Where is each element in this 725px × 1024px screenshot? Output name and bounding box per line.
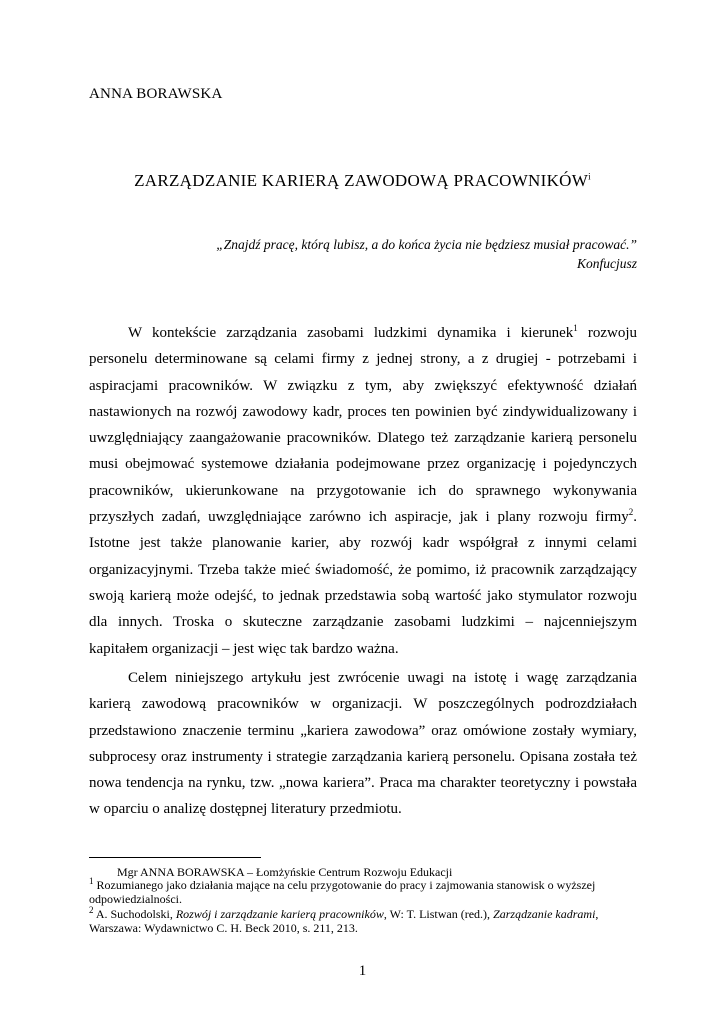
footnote-separator [89,857,261,858]
body-paragraph-2: Celem niniejszego artykułu jest zwrócenie uwagi na istotę i wagę zarządzania karierą zawodową pracowników w organizacji. W poszczególnych podrozdziałach przedstawiono znaczenie terminu „kariera zawodowa” oraz omówione zostały wymiary, subprocesy oraz instrumenty i strategie zarządzania karierą personelu. Opisana została też nowa tendencja na rynku, tzw. „nowa kariera”. Praca ma charakter teoretyczny i powstała w oparciu o analizę dostępnej literatury przedmiotu. [89,670,637,818]
article-title [0,171,725,191]
footnote-2 [89,905,637,935]
footnote-1 [89,876,637,906]
footnote-1-marker: 1 [89,876,94,886]
footnote-ref-1: 1 [573,323,578,333]
title-footnote-ref: i [588,171,591,182]
epigraph [216,235,637,273]
author-name: ANNA BORAWSKA [89,86,223,102]
footnote-ref-2: 2 [628,507,634,518]
paragraph-1-text-c: . Istotne jest także planowanie karier, aby rozwój kadr współgrał z innymi celami organizacyjnymi. Trzeba także mieć świadomość, że pomimo, iż pracownik zarządzający swoją karierą może odejść, to jednak przedstawia sobą wartość jako stymulator rozwoju dla innych. Troska o skuteczne zarządzanie zasobami ludzkimi – najcenniejszym kapitałem organizacji – jest więc tak bardzo ważna. [89,509,637,657]
body-paragraph-1 [89,320,637,662]
footnote-2-volume-title: Zarządzanie kadrami [493,907,596,921]
footnote-2-marker: 2 [89,905,94,915]
page-number: 1 [358,963,367,979]
paragraph-1-text-b: rozwoju personelu determinowane są celami firmy z jednej strony, a z drugiej - potrzebami i aspiracjami pracowników. W związku z tym, aby zwiększyć efektywność działań nastawionych na rozwój zawodowy kadr, proces ten powinien być zindywidualizowany i uwzględniający zaangażowanie pracowników. Dlatego też zarządzanie karierą personelu musi obejmować systemowe działania podejmowane przez organizację i pojedynczych pracowników, ukierunkowane na przygotowanie ich do sprawnego wykonywania przyszłych zadań, uwzględniające zarówno ich aspiracje, jak i plany rozwoju firmy [89,325,637,526]
footnote-1-text: Rozumianego jako działania mające na celu przygotowanie do pracy i zajmowania stanowisk o wyższej odpowiedzialności. [89,878,596,906]
footnote-2-text-c: , Warszawa: Wydawnictwo C. H. Beck 2010, s. 211, 213. [89,907,599,935]
epigraph-attribution: Konfucjusz [576,256,637,271]
article-title-text: ZARZĄDZANIE KARIERĄ ZAWODOWĄ PRACOWNIKÓW [134,171,589,190]
footnote-2-text-a: A. Suchodolski, [93,907,176,921]
footnote-author-note: Mgr ANNA BORAWSKA – Łomżyńskie Centrum Rozwoju Edukacji [117,865,453,879]
epigraph-quote: „Znajdź pracę, którą lubisz, a do końca życia nie będziesz musiał pracować.” [216,237,637,252]
paragraph-1-text-a: W kontekście zarządzania zasobami ludzkimi dynamika i kierunek [128,325,574,341]
footnote-2-book-title: Rozwój i zarządzanie karierą pracowników [175,907,384,921]
footnote-2-text-b: , W: T. Listwan (red.), [383,907,494,921]
